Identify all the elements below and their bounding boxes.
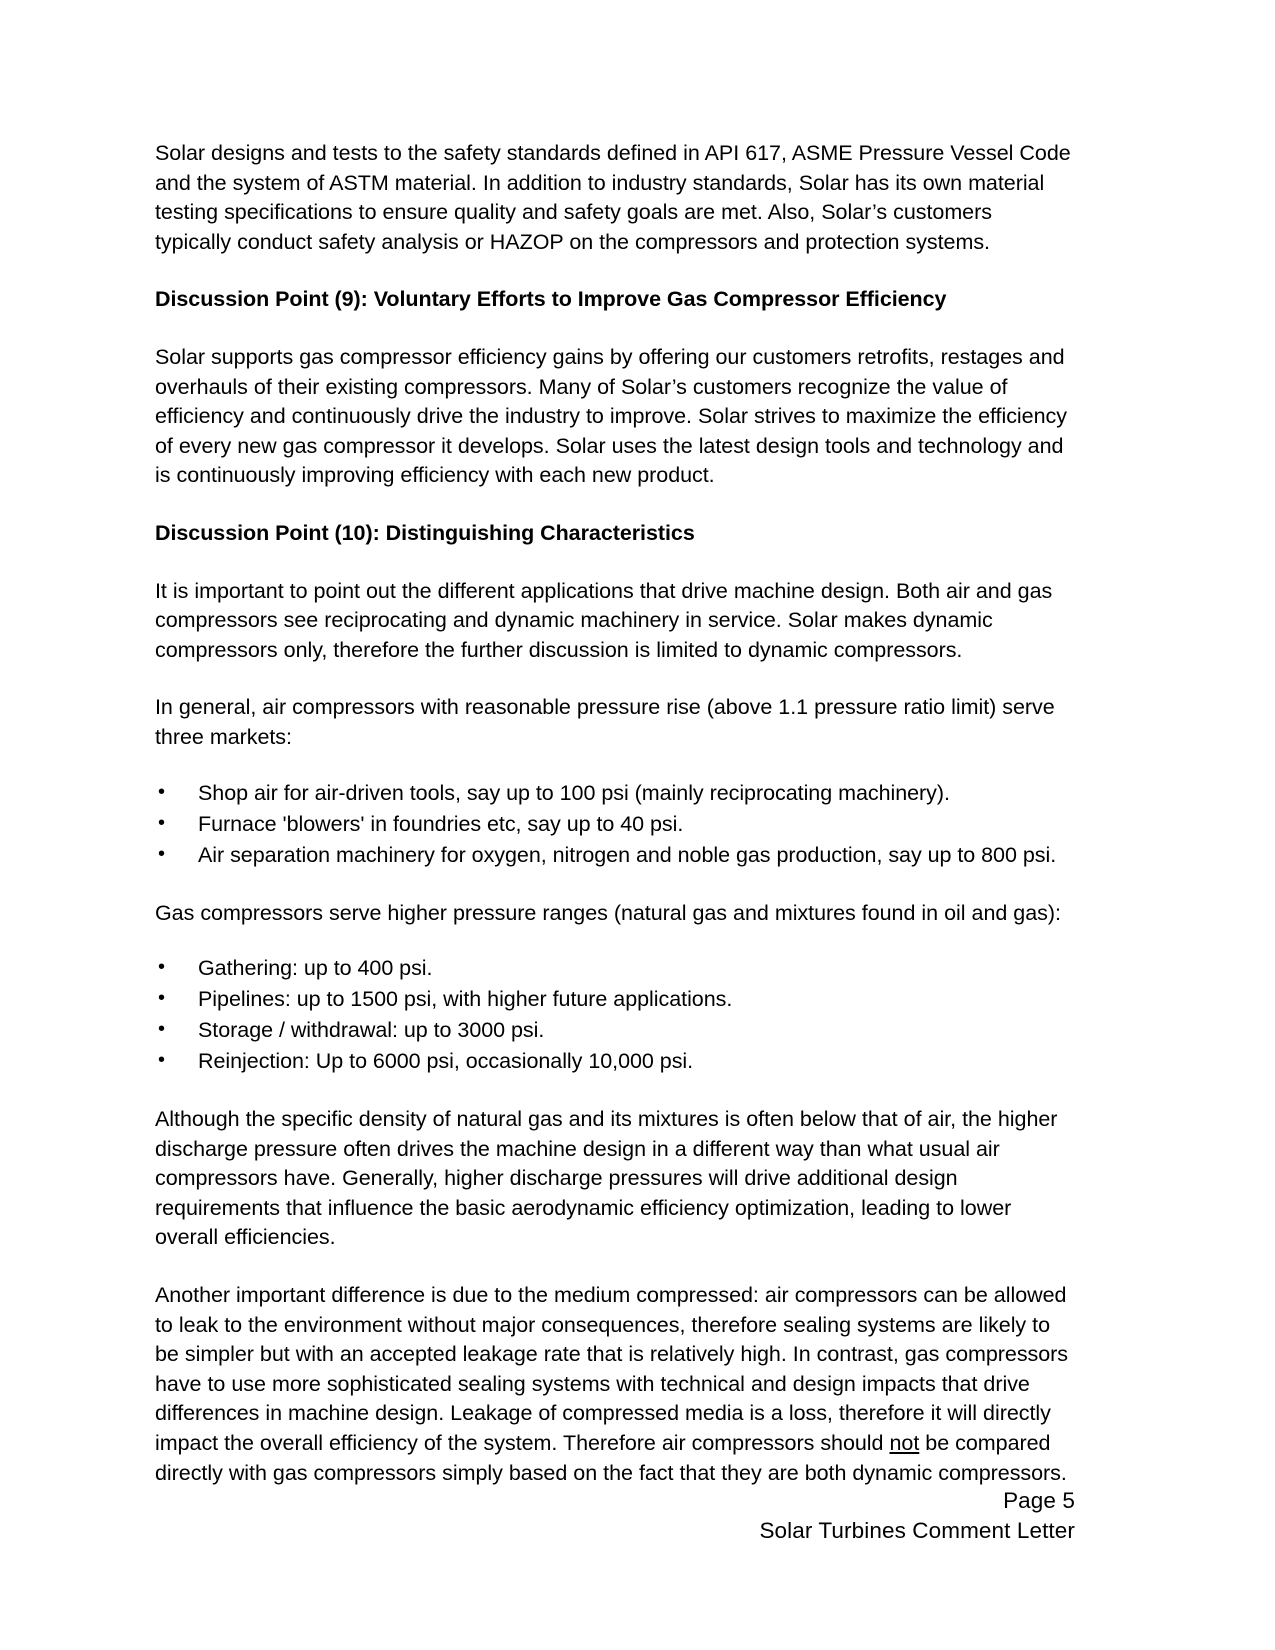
paragraph-density: Although the specific density of natural gas and its mixtures is often below that of air, the higher discharge pressure often drives the machine design in a different way than what usual air compressors have. Generally, higher discharge pressures will drive additional design requirements that influence the basic aerodynamic efficiency optimization, leading to lower overall efficiencies. [155, 1107, 1058, 1250]
list-item-label: Reinjection: Up to 6000 psi, occasionally 10,000 psi. [198, 1049, 694, 1074]
list-item [155, 778, 1073, 809]
list-item-label: Shop air for air-driven tools, say up to 100 psi (mainly reciprocating machinery). [198, 780, 950, 805]
list-item [155, 953, 1073, 984]
list-item-label: Pipelines: up to 1500 psi, with higher future applications. [198, 987, 733, 1012]
footer-document-title: Solar Turbines Comment Letter [759, 1518, 1075, 1543]
list-item [155, 1015, 1073, 1046]
paragraph-medium-part-1: Another important difference is due to the medium compressed: air compressors can be allowed to leak to the environment without major consequences, therefore sealing systems are likely to be simpler but with an accepted leakage rate that is relatively high. In contrast, gas compressors have to use more sophisticated sealing systems with technical and design impacts that drive differences in machine design. Leakage of compressed media is a loss, therefore it will directly impact the overall efficiency of the system. Therefore air compressors should [155, 1283, 1068, 1456]
page-number: Page 5 [1003, 1488, 1075, 1513]
list-item [155, 984, 1073, 1015]
heading-discussion-point-10: Discussion Point (10): Distinguishing Characteristics [155, 520, 695, 545]
page-footer [195, 1486, 1075, 1546]
heading-discussion-point-9: Discussion Point (9): Voluntary Efforts to Improve Gas Compressor Efficiency [155, 287, 947, 312]
list-item [155, 1046, 1073, 1077]
bullet-icon: • [158, 956, 165, 979]
bullet-icon: • [158, 811, 165, 834]
list-item-label: Storage / withdrawal: up to 3000 psi. [198, 1018, 545, 1043]
paragraph-point-9-body: Solar supports gas compressor efficiency gains by offering our customers retrofits, restages and overhauls of their existing compressors. Many of Solar’s customers recognize the value of efficiency and continuously drive the industry to improve. Solar strives to maximize the efficiency of every new gas compressor it develops. Solar uses the latest design tools and technology and is continuously improving efficiency with each new product. [155, 344, 1067, 488]
paragraph-point-10-intro: It is important to point out the different applications that drive machine design. Both air and gas compressors see reciprocating and dynamic machinery in service. Solar makes dynamic compressors only, therefore the further discussion is limited to dynamic compressors. [155, 578, 1053, 662]
bullet-icon: • [158, 780, 165, 803]
bullet-icon: • [158, 842, 165, 865]
list-item [155, 809, 1073, 840]
page-content [155, 139, 1073, 1516]
paragraph-medium-part-2: be compared directly with gas compressors simply based on the fact that they are both dynamic compressors. [155, 1431, 1067, 1485]
paragraph-air-markets-lead: In general, air compressors with reasonable pressure rise (above 1.1 pressure ratio limit) serve three markets: [155, 695, 1055, 749]
paragraph-safety-standards: Solar designs and tests to the safety standards defined in API 617, ASME Pressure Vessel Code and the system of ASTM material. In addition to industry standards, Solar has its own material testing specifications to ensure quality and safety goals are met. Also, Solar’s customers typically conduct safety analysis or HAZOP on the compressors and protection systems. [155, 141, 1071, 254]
bullet-icon: • [158, 1049, 165, 1072]
list-item-label: Furnace 'blowers' in foundries etc, say up to 40 psi. [198, 811, 684, 836]
list-item-label: Air separation machinery for oxygen, nitrogen and noble gas production, say up to 800 psi. [198, 842, 1057, 867]
paragraph-gas-ranges-lead: Gas compressors serve higher pressure ranges (natural gas and mixtures found in oil and gas): [155, 900, 1061, 925]
list-item-label: Gathering: up to 400 psi. [198, 956, 433, 981]
list-gas-ranges [155, 953, 1073, 1077]
emphasis-not: not [889, 1431, 920, 1456]
list-air-markets [155, 778, 1073, 871]
bullet-icon: • [158, 1018, 165, 1041]
list-item [155, 840, 1073, 871]
paragraph-medium-compressed [155, 1281, 1073, 1488]
bullet-icon: • [158, 987, 165, 1010]
